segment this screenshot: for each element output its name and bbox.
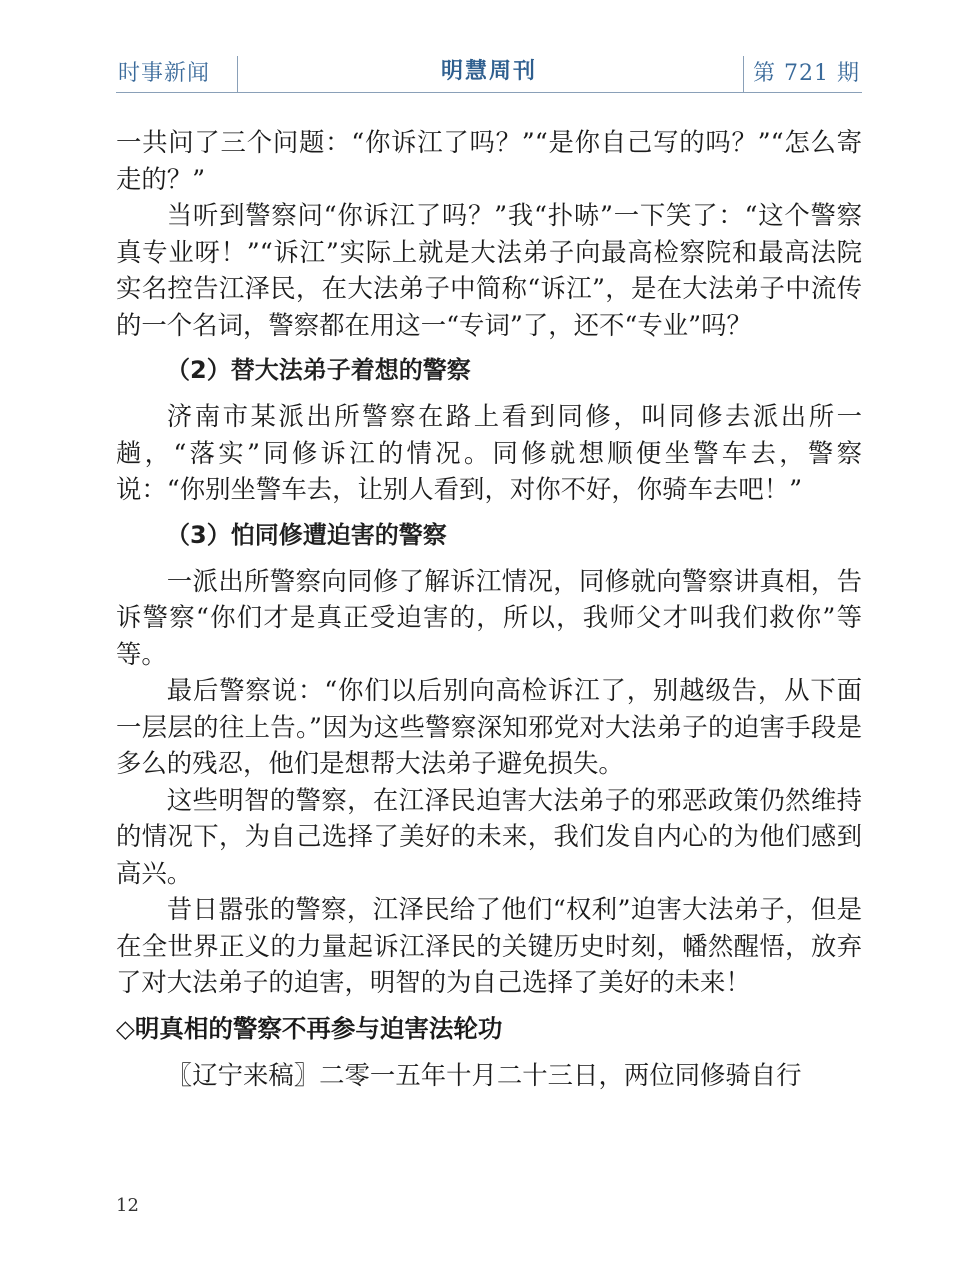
subheading-3: （3）怕同修遭迫害的警察 [166,520,447,549]
section-label: 时事新闻 [118,61,211,86]
paragraph-6: 这些明智的警察，在江泽民迫害大法弟子的邪恶政策仍然维持的情况下，为自己选择了美好的未来，我们发自内心的为他们感到高兴。 [116,784,862,888]
paragraph-2: 当听到警察问“你诉江了吗？”我“扑哧”一下笑了：“这个警察真专业呀！”“诉江”实际上就是大法弟子向最高检察院和最高法院实名控告江泽民，在大法弟子中简称“诉江”，是在大法弟子中流传的一个名词，警察都在用这一“专词”了，还不“专业”吗？ [116,200,862,340]
article-body [116,124,862,1093]
paragraph-7: 昔日嚣张的警察，江泽民给了他们“权利”迫害大法弟子，但是在全世界正义的力量起诉江泽民的关键历史时刻，幡然醒悟，放弃了对大法弟子的迫害，明智的为自己选择了美好的未来！ [116,894,862,997]
paragraph-3: 济南市某派出所警察在路上看到同修，叫同修去派出所一趟，“落实”同修诉江的情况。同修就想顺便坐警车去，警察说：“你别坐警车去，让别人看到，对你不好，你骑车去吧！” [116,401,862,504]
paragraph-4: 一派出所警察向同修了解诉江情况，同修就向警察讲真相，告诉警察“你们才是真正受迫害的，所以，我师父才叫我们救你”等等。 [116,565,862,669]
paragraph-8: 〖辽宁来稿〗二零一五年十月二十三日，两位同修骑自行 [166,1059,802,1090]
issue-number: 第 721 期 [753,61,860,86]
page-number: 12 [116,1195,139,1216]
publication-title: 明慧周刊 [440,59,537,84]
section-heading: ◇明真相的警察不再参与迫害法轮功 [116,1013,503,1043]
paragraph-5: 最后警察说：“你们以后别向高检诉江了，别越级告，从下面一层层的往上告。”因为这些警察深知邪党对大法弟子的迫害手段是多么的残忍，他们是想帮大法弟子避免损失。 [116,675,862,778]
paragraph-1: 一共问了三个问题：“你诉江了吗？”“是你自己写的吗？”“怎么寄走的？” [116,127,862,194]
header-divider-right [743,56,744,92]
page-header [116,50,862,93]
subheading-2: （2）替大法弟子着想的警察 [166,356,471,384]
